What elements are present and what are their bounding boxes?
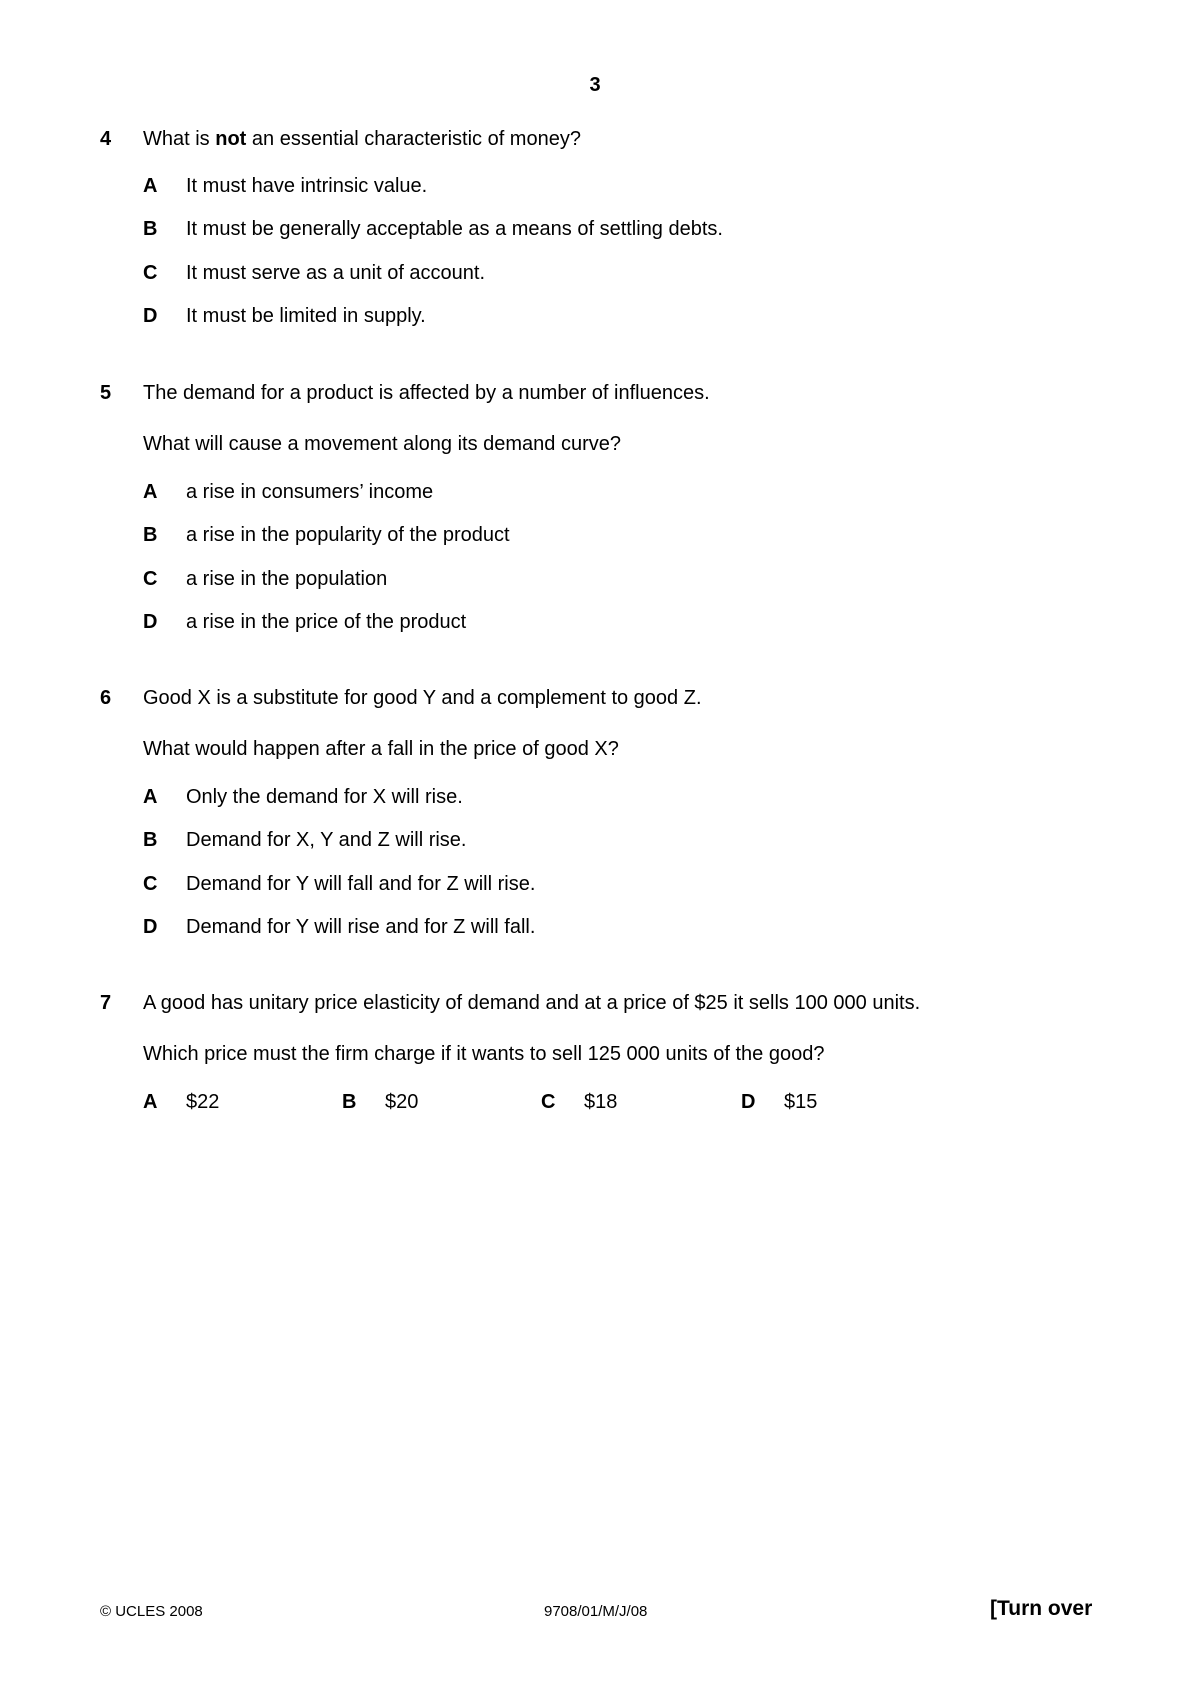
option-text: a rise in consumers’ income xyxy=(186,481,434,503)
option-text: $15 xyxy=(784,1091,818,1113)
option-text: a rise in the popularity of the product xyxy=(186,524,510,546)
question-stem xyxy=(143,128,581,151)
turn-over-label: [Turn over xyxy=(990,1597,1093,1620)
question-number: 6 xyxy=(100,687,112,709)
footer-copyright: © UCLES 2008 xyxy=(100,1603,203,1620)
question-prompt: Which price must the firm charge if it wants to sell 125 000 units of the good? xyxy=(143,1043,825,1065)
option-letter: B xyxy=(143,524,158,546)
stem-text: an essential characteristic of money? xyxy=(246,128,581,150)
question-number: 4 xyxy=(100,128,112,150)
option-letter: C xyxy=(541,1091,556,1113)
option-text: It must be generally acceptable as a means of settling debts. xyxy=(186,218,723,240)
question-prompt: What will cause a movement along its demand curve? xyxy=(143,433,622,455)
option-text: Only the demand for X will rise. xyxy=(186,786,463,808)
footer-paper-code: 9708/01/M/J/08 xyxy=(544,1603,648,1620)
stem-text: What is xyxy=(143,128,216,150)
option-letter: D xyxy=(143,305,158,327)
page-number: 3 xyxy=(589,74,601,96)
question-stem: A good has unitary price elasticity of demand and at a price of $25 it sells 100 000 units. xyxy=(143,992,921,1014)
question-stem: The demand for a product is affected by a number of influences. xyxy=(143,382,710,404)
option-text: $20 xyxy=(385,1091,419,1113)
option-text: $22 xyxy=(186,1091,220,1113)
option-text: a rise in the population xyxy=(186,568,388,590)
question-prompt: What would happen after a fall in the price of good X? xyxy=(143,738,619,760)
option-letter: A xyxy=(143,1091,158,1113)
stem-emphasis: not xyxy=(215,128,247,150)
option-text: It must have intrinsic value. xyxy=(186,175,428,197)
option-letter: C xyxy=(143,873,158,895)
option-letter: A xyxy=(143,481,158,503)
option-text: Demand for Y will fall and for Z will rise. xyxy=(186,873,536,895)
option-letter: B xyxy=(342,1091,357,1113)
option-letter: B xyxy=(143,829,158,851)
option-text: Demand for Y will rise and for Z will fall. xyxy=(186,916,536,938)
option-letter: A xyxy=(143,786,158,808)
option-text: Demand for X, Y and Z will rise. xyxy=(186,829,467,851)
option-letter: A xyxy=(143,175,158,197)
option-text: $18 xyxy=(584,1091,618,1113)
option-text: It must serve as a unit of account. xyxy=(186,262,486,284)
option-text: a rise in the price of the product xyxy=(186,611,467,633)
option-letter: D xyxy=(143,611,158,633)
option-letter: D xyxy=(143,916,158,938)
question-stem: Good X is a substitute for good Y and a complement to good Z. xyxy=(143,687,702,709)
option-letter: C xyxy=(143,262,158,284)
option-letter: B xyxy=(143,218,158,240)
option-letter: D xyxy=(741,1091,756,1113)
option-letter: C xyxy=(143,568,158,590)
option-text: It must be limited in supply. xyxy=(186,305,426,327)
question-number: 7 xyxy=(100,992,112,1014)
question-number: 5 xyxy=(100,382,112,404)
